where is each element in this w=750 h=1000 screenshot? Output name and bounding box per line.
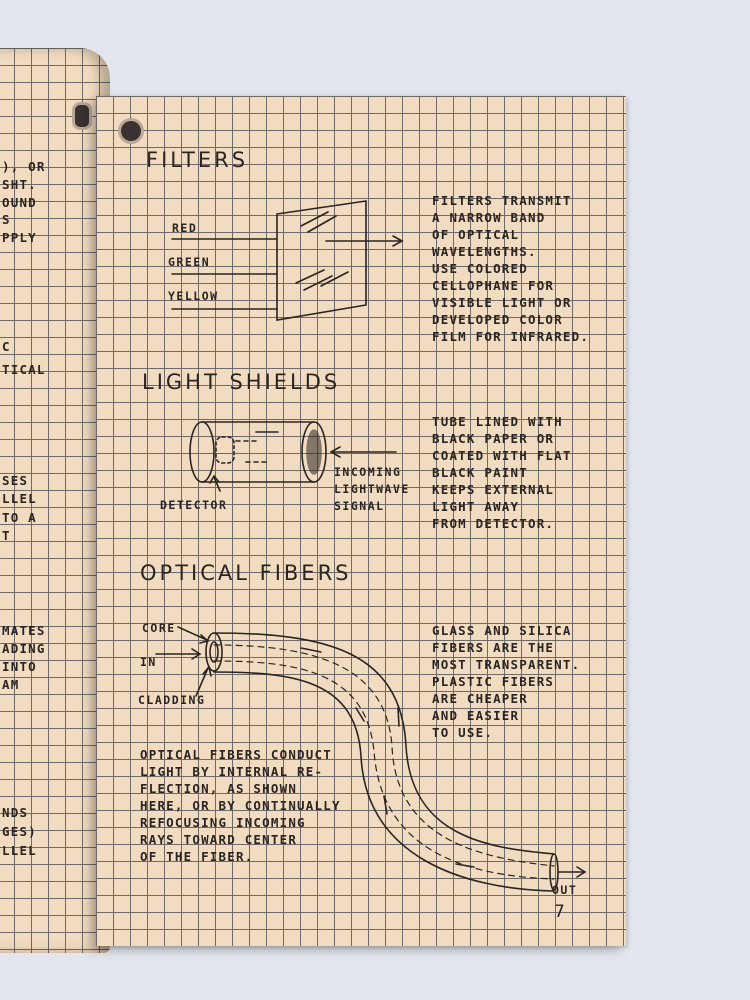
light-shields-description: TUBE LINED WITH BLACK PAPER OR COATED WITH FLAT BLACK PAINT KEEPS EXTERNAL LIGHT AWAY FROM DETECTOR. [432,414,572,531]
incoming-signal-label: INCOMING LIGHTWAVE SIGNAL [334,465,410,513]
left-fragment: PPLY [2,230,37,245]
left-fragment: OUND [2,195,37,210]
yellow-label: YELLOW [168,289,219,303]
left-fragment: SHT. [2,177,37,192]
page-number: 7 [554,902,568,922]
filters-description: FILTERS TRANSMIT A NARROW BAND OF OPTICAL WAVELENGTHS. USE COLORED CELLOPHANE FOR VISIBLE LIGHT OR DEVELOPED COLOR FILM FOR INFRARED. [432,193,590,344]
left-fragment: TICAL [2,362,46,377]
out-label: OUT [552,883,578,897]
fiber-body-text: OPTICAL FIBERS CONDUCT LIGHT BY INTERNAL RE- FLECTION, AS SHOWN HERE, OR BY CONTINUALLY REFOCUSING INCOMING RAYS TOWARD CENTER OF THE FIBER. [140,747,341,864]
green-label: GREEN [168,255,211,269]
left-fragment: C [2,339,11,354]
left-fragment: LLEL [2,843,37,858]
notebook-page [96,96,626,946]
detector-label: DETECTOR [160,498,228,512]
left-page [0,48,110,953]
in-label: IN [140,655,157,669]
left-fragment: NDS [2,805,29,820]
filters-heading: FILTERS [146,148,249,172]
left-fragment: AM [2,677,20,692]
fiber-materials-text: GLASS AND SILICA FIBERS ARE THE MOST TRANSPARENT. PLASTIC FIBERS ARE CHEAPER AND EASIER TO USE. [432,623,581,740]
cladding-label: CLADDING [138,693,206,707]
left-fragment: ADING [2,641,46,656]
left-fragment: GES) [2,824,37,839]
left-fragment: MATES [2,623,46,638]
core-label: CORE [142,621,176,635]
left-fragment: LLEL [2,491,37,506]
left-fragment: SES [2,473,29,488]
light-shields-heading: LIGHT SHIELDS [142,370,341,394]
left-fragment: ), OR [2,159,46,174]
optical-fibers-heading: OPTICAL FIBERS [140,561,352,585]
left-fragment: T [2,528,11,543]
red-label: RED [172,221,198,235]
binder-hole [72,102,92,130]
left-fragment: INTO [2,659,37,674]
left-fragment: S [2,212,11,227]
left-fragment: TO A [2,510,37,525]
